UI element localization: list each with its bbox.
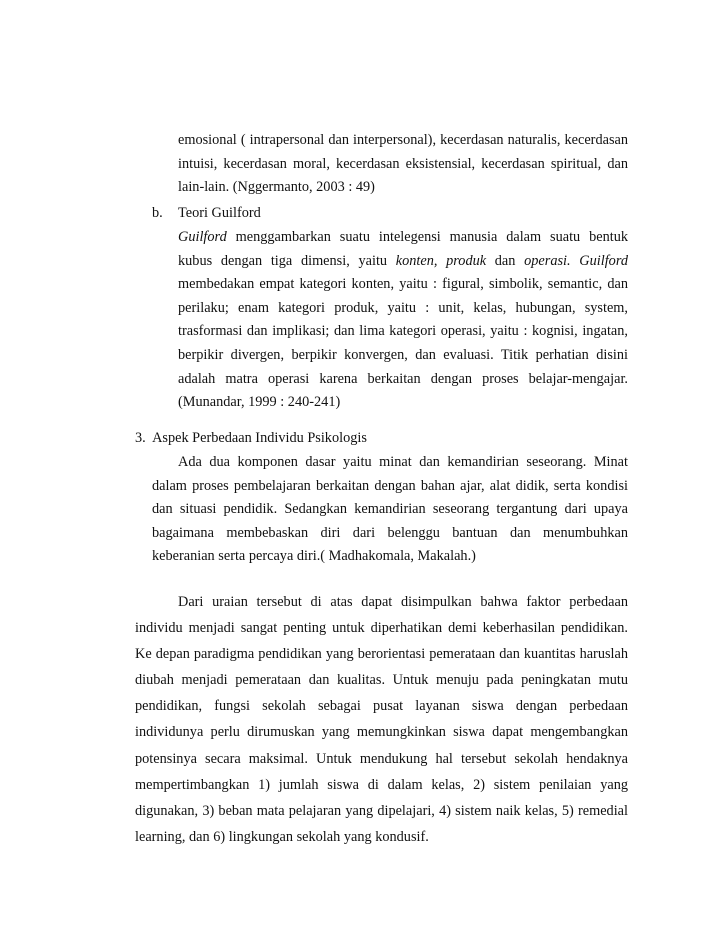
item-a-continuation	[178, 129, 628, 200]
conclusion-paragraph	[135, 589, 628, 850]
section-3-body-text: Ada dua komponen dasar yaitu minat dan kemandirian seseorang. Minat dalam proses pembelajaran berkaitan dengan bahan ajar, alat didik, serta kondisi dan situasi pendidik. Sedangkan kemandirian seseorang tergantung dari upaya bagaimana membebaskan diri dari belenggu bantuan dan menumbuhkan keberanian serta percaya diri.( Madhakomala, Makalah.)	[152, 454, 628, 565]
italic-term: Guilford	[178, 229, 227, 245]
item-b-body	[178, 226, 628, 415]
italic-term: operasi. Guilford	[524, 252, 628, 269]
item-b-body-text	[178, 226, 628, 415]
conclusion-text: Dari uraian tersebut di atas dapat disimpulkan bahwa faktor perbedaan individu menjadi sangat penting untuk diperhatikan demi keberhasilan pendidikan. Ke depan paradigma pendidikan yang berorientasi pemerataan dan kuantitas haruslah diubah menjadi pemerataan dan kualitas. Untuk menuju pada peningkatan mutu pendidikan, fungsi sekolah sebagai pusat layanan siswa dengan perbedaan individunya perlu dirumuskan yang memungkinkan siswa dapat mengembangkan potensinya secara maksimal. Untuk mendukung hal tersebut sekolah hendaknya mempertimbangkan 1) jumlah siswa di dalam kelas, 2) sistem penilaian yang digunakan, 3) beban mata pelajaran yang dipelajari, 4) sistem naik kelas, 5) remedial learning, dan 6) lingkungan sekolah yang kondusif.	[135, 594, 628, 845]
item-a-continuation-text: emosional ( intrapersonal dan interpersonal), kecerdasan naturalis, kecerdasan intuisi, kecerdasan moral, kecerdasan eksistensial, kecerdasan spiritual, dan lain-lain. (Nggermanto, 2003 : 49)	[178, 132, 628, 196]
section-3-heading: 3. Aspek Perbedaan Individu Psikologis	[135, 430, 367, 446]
italic-term: konten, produk	[395, 252, 487, 269]
body-run: membedakan empat kategori konten, yaitu : figural, simbolik, semantic, dan perilaku; enam kategori produk, yaitu : unit, kelas, hubungan, system, trasformasi dan implikasi; dan lima kategori operasi, yaitu : kognisi, ingatan, berpikir divergen, berpikir konvergen, dan evaluasi. Titik perhatian disini adalah matra operasi karena berkaitan dengan proses belajar-mengajar. (Munandar, 1999 : 240-241)	[178, 276, 628, 411]
section-3-body	[152, 451, 628, 569]
item-b-title: Teori Guilford	[178, 205, 261, 221]
body-run: dan	[486, 252, 525, 269]
item-b-marker: b.	[152, 205, 163, 221]
body-run: menggambarkan suatu intelegensi manusia dalam suatu bentuk kubus dengan tiga dimensi, yaitu	[178, 229, 628, 269]
